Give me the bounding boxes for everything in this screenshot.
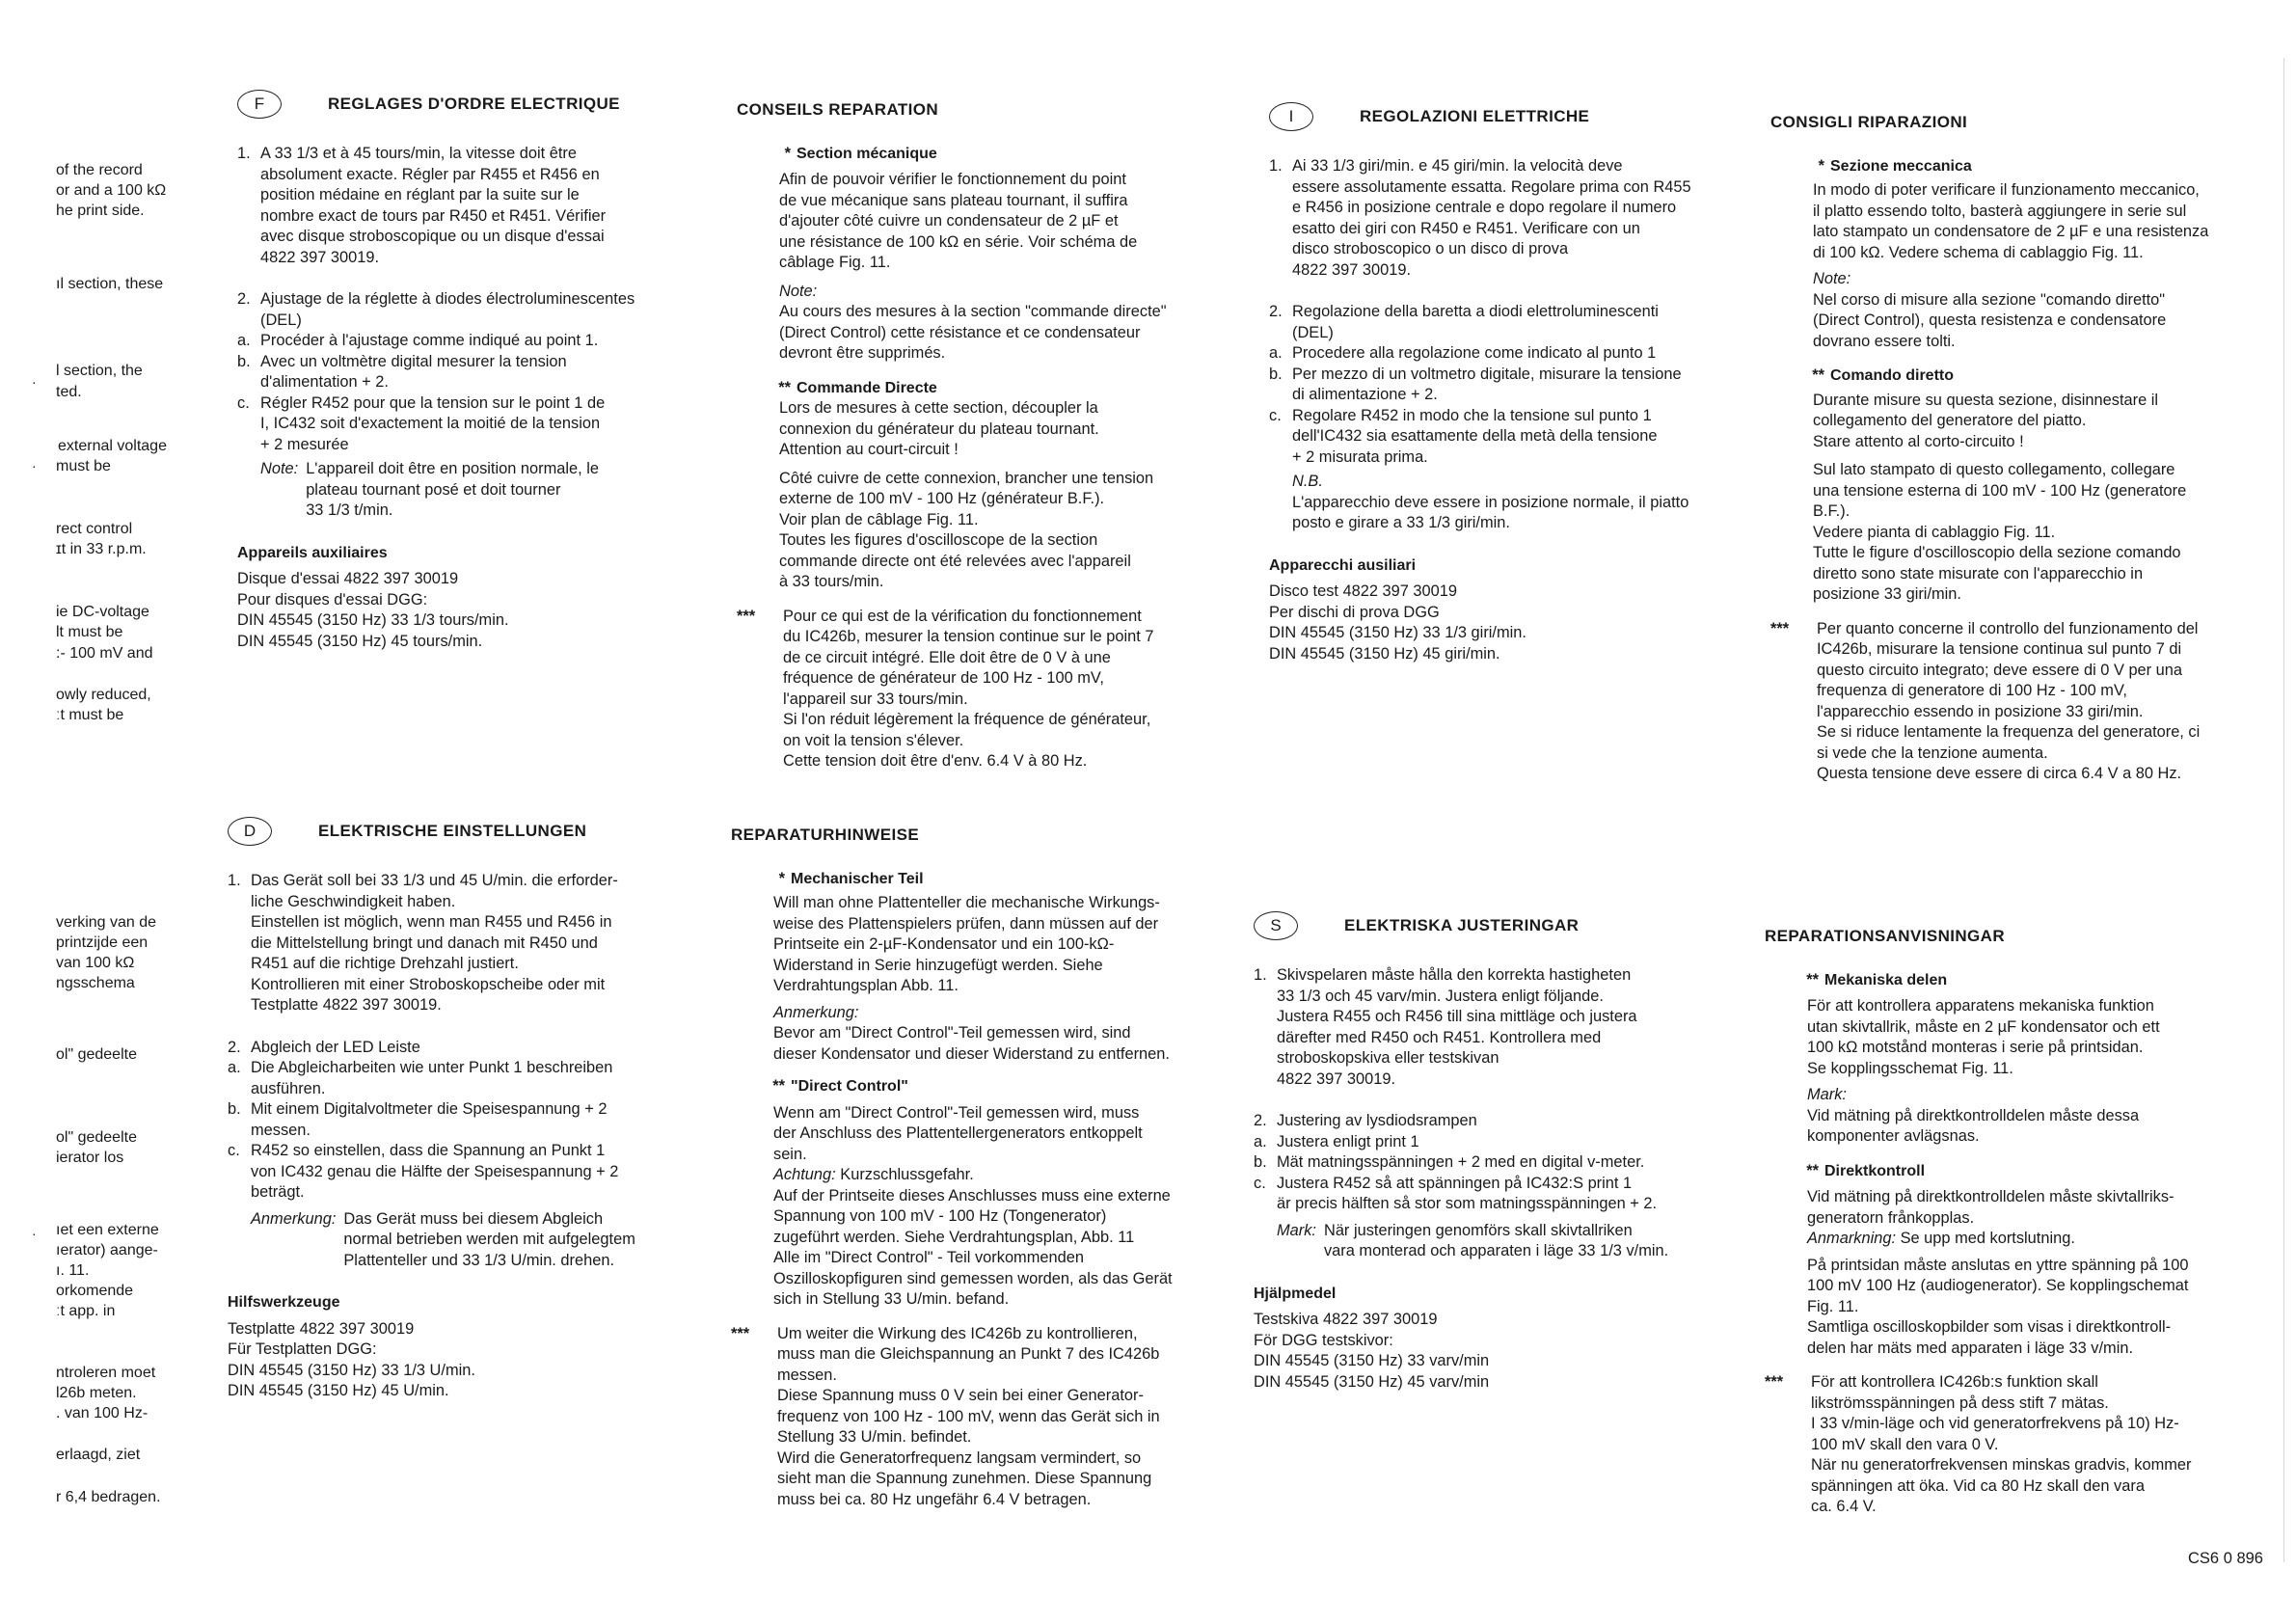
subsection-header: ** "Direct Control" xyxy=(772,1077,908,1095)
fragment-line: van 100 kΩ xyxy=(56,955,135,971)
page-edge-line xyxy=(2283,58,2284,1562)
list-item: b. Per mezzo di un voltmetro digitale, misurare la tensione di alimentazione + 2. xyxy=(1269,365,1682,403)
list-item: a. Die Abgleicharbeiten wie unter Punkt 1 beschreiben ausführen. xyxy=(228,1059,613,1097)
aux-title: Hjälpmedel xyxy=(1254,1285,1337,1302)
fragment-line: he print side. xyxy=(56,203,145,219)
subsection: *** Pour ce qui est de la vérification du fonctionnement du IC426b, mesurer la tension continue sur le point 7 de ce circuit intégré. Elle doit être de 0 V à une fréquence de générateur de 100 Hz - 100 mV, l'appareil sur 33 tours/min. Si l'on réduit légèrement la fréquence de générateur, on voit la tension s'élever. Cette tension doit être d'env. 6.4 V à 80 Hz. xyxy=(737,607,1154,770)
margin-dot: · xyxy=(32,1226,37,1241)
section-title: REPARATIONSANVISNINGAR xyxy=(1765,927,2006,945)
aux-title: Hilfswerkzeuge xyxy=(228,1294,340,1311)
fragment-line: ːt must be xyxy=(56,707,124,723)
fragment-line: ierator los xyxy=(56,1150,124,1166)
fragment-line: printzijde een xyxy=(56,934,149,951)
section-italian-electrical: I REGOLAZIONI ELETTRICHE 1. Ai 33 1/3 giri/min. e 45 giri/min. la velocità deve essere assolutamente essatta. Regolare prima con R455 e R456 in posizione centrale e dopo regolare il numero esatto dei giri con R450 e R451. Verificare con un disco stroboscopico o un disco di prova 4822 397 30019. 2. Regolazione della baretta a diodi elettroluminescenti (DEL) a. Procedere alla regolazione come indicato al punto 1 b. Per mezzo di un voltmetro digitale, misurare la tensione di alimentazione + 2. c. Regolare R452 in modo che la tensione sul punto 1 dell'IC432 sia esattamente della metà della tensione + 2 misurata prima. N.B. L'apparecchio deve essere in posizione normale, il piatto posto e girare a 33 1/3 giri/min. Apparecchi ausiliari Disco test 4822 397 30019 Per dischi di prova DGG DIN 45545 (3150 Hz) 33 1/3 giri/min. DIN 45545 (3150 Hz) 45 giri/min. xyxy=(1269,102,1713,664)
section-french-repair: CONSEILS REPARATION * Section mécanique Afin de pouvoir vérifier le fonctionnement du point de vue mécanique sans plateau tournant, il suffira d'ajouter côté cuivre un condensateur de 2 µF et une résistance de 100 kΩ en série. Voir schéma de câblage Fig. 11. Note: Au cours des mesures à la section "commande directe" (Direct Control) cette résistance et ce condensateur devront être supprimés. ** Commande Directe Lors de mesures à cette section, découpler la connexion du générateur du plateau tournant. Attention au court-circuit ! Côté cuivre de cette connexion, brancher une tension externe de 100 mV - 100 Hz (générateur B.F.). Voir plan de câblage Fig. 11. Toutes les figures d'oscilloscope de la section commande directe ont été relevées avec l'appareil à 33 tours/min. *** Pour ce qui est de la vérification du fonctionnement du IC426b, mesurer la tension continue sur le point 7 de ce circuit intégré. Elle doit être de 0 V à une fréquence de générateur de 100 Hz - 100 mV, l'appareil sur 33 tours/min. Si l'on réduit légèrement la fréquence de générateur, on voit la tension s'élever. Cette tension doit être d'env. 6.4 V à 80 Hz. xyxy=(737,99,1190,772)
section-header xyxy=(1269,102,1713,131)
language-badge: D xyxy=(228,817,272,846)
fragment-line: ıerator) aange- xyxy=(56,1242,158,1259)
note: Note: L'appareil doit être en position normale, le plateau tournant posé et doit tourner 33 1/3 t/min. xyxy=(260,460,599,519)
list-item: 2. Ajustage de la réglette à diodes électroluminescentes (DEL) xyxy=(237,290,635,329)
subsection: *** För att kontrollera IC426b:s funktion skall likströmsspänningen på dess stift 7 mätas. I 33 v/min-läge och vid generatorfrekvens på 10) Hz- 100 mV skall den vara 0 V. När nu generatorfrekvensen minskas gradvis, kommer spänningen att öka. Vid ca 80 Hz skall den vara ca. 6.4 V. xyxy=(1765,1373,2192,1515)
list-item: 2. Justering av lysdiodsrampen xyxy=(1254,1112,1477,1129)
fragment-line: :- 100 mV and xyxy=(56,645,153,662)
section-header xyxy=(228,817,662,846)
fragment-line: ːt app. in xyxy=(56,1303,116,1319)
fragment-line: owly reduced, xyxy=(56,687,151,703)
fragment-line: ɪt in 33 r.p.m. xyxy=(56,541,147,557)
fragment-line: verking van de xyxy=(56,914,157,931)
section-italian-repair: CONSIGLI RIPARAZIONI * Sezione meccanica In modo di poter verificare il funzionamento meccanico, il platto essendo tolto, basterà aggiungere in serie sul lato stampato un condensatore de 2 µF e una resistenza di 100 kΩ. Vedere schema di cablaggio Fig. 11. Note: Nel corso di misure alla sezione "comando diretto" (Direct Control), questa resistenza e condensatore dovrano essere tolti. ** Comando diretto Durante misure su questa sezione, disinnestare il collegamento del generatore del piatto. Stare attento al corto-circuito ! Sul lato stampato di questo collegamento, collegare una tensione esterna di 100 mV - 100 Hz (generatore B.F.). Vedere pianta di cablaggio Fig. 11. Tutte le figure d'oscilloscopio della sezione comando diretto sono state misurate con l'apparecchio in posizione 33 giri/min. *** Per quanto concerne il controllo del funzionamento del IC426b, misurare la tensione continua sul punto 7 di questo circuito integrato; deve essere di 0 V per una frequenza di generatore di 100 Hz - 100 mV, l'apparecchio essendo in posizione 33 giri/min. Se si riduce lentamente la frequenza del generatore, ci si vede che la tenzione aumenta. Questa tensione deve essere di circa 6.4 V a 80 Hz. xyxy=(1770,112,2253,785)
subsection-header: ** Commande Directe xyxy=(778,378,937,396)
list-item: 1. Das Gerät soll bei 33 1/3 und 45 U/min. die erforder- liche Geschwindigkeit haben. Einstellen ist möglich, wenn man R455 und R456 in die Mittelstellung bringt und danach mit R450 und R451 auf die richtige Drehzahl justiert. Kontrollieren mit einer Stroboskopscheibe oder mit Testplatte 4822 397 30019. xyxy=(228,872,618,1014)
section-header xyxy=(1254,911,1716,940)
list-item: c. Regolare R452 in modo che la tensione sul punto 1 dell'IC432 sia esattamente della metà della tensione + 2 misurata prima. xyxy=(1269,406,1658,466)
section-german-repair: REPARATURHINWEISE * Mechanischer Teil Will man ohne Plattenteller die mechanische Wirkungs- weise des Plattenspielers prüfen, dann müssen auf der Printseite ein 2-µF-Kondensator und ein 100-kΩ- Widerstand in Serie hinzugefügt werden. Siehe Verdrahtungsplan Abb. 11. Anmerkung: Bevor am "Direct Control"-Teil gemessen wird, sind dieser Kondensator und dieser Widerstand zu entfernen. ** "Direct Control" Wenn am "Direct Control"-Teil gemessen wird, muss der Anschluss des Plattentellergenerators entkoppelt sein. Achtung: Kurzschlussgefahr. Auf der Printseite dieses Anschlusses muss eine externe Spannung von 100 mV - 100 Hz (Tongenerator) zugeführt werden. Siehe Verdrahtungsplan, Abb. 11 Alle im "Direct Control" - Teil vorkommenden Oszilloskopfiguren sind gemessen worden, als das Gerät sich in Stellung 33 U/min. befand. *** Um weiter die Wirkung des IC426b zu kontrollieren, muss man die Gleichspannung an Punkt 7 des IC426b messen. Diese Spannung muss 0 V sein bei einer Generator- frequenz von 100 Hz - 100 mV, wenn das Gerät sich in Stellung 33 U/min. befindet. Wird die Generatorfrequenz langsam vermindert, so sieht man die Spannung zunehmen. Diese Spannung muss bei ca. 80 Hz ungefähr 6.4 V betragen. xyxy=(731,825,1194,1510)
language-badge: I xyxy=(1269,102,1313,131)
fragment-line: ted. xyxy=(56,384,82,400)
fragment-line: r 6,4 bedragen. xyxy=(56,1489,161,1505)
fragment-line: . van 100 Hz- xyxy=(56,1405,149,1421)
fragment-line: ntroleren moet xyxy=(56,1365,156,1381)
fragment-line: of the record xyxy=(56,162,143,178)
fragment-line: rect control xyxy=(56,521,133,537)
fragment-line: ıet een externe xyxy=(56,1222,159,1238)
subsection-header: ** Mekaniska delen xyxy=(1806,970,1948,988)
section-title: CONSEILS REPARATION xyxy=(737,100,939,119)
section-title: ELEKTRISKA JUSTERINGAR xyxy=(1344,916,1580,935)
margin-dot: · xyxy=(32,458,37,474)
aux-title: Apparecchi ausiliari xyxy=(1269,556,1417,574)
language-badge: F xyxy=(237,90,282,119)
document-code: CS6 0 896 xyxy=(2188,1550,2263,1567)
fragment-line: erlaagd, ziet xyxy=(56,1447,141,1463)
subsection: *** Um weiter die Wirkung des IC426b zu kontrollieren, muss man die Gleichspannung an Punkt 7 des IC426b messen. Diese Spannung muss 0 V sein bei einer Generator- frequenz von 100 Hz - 100 mV, wenn das Gerät sich in Stellung 33 U/min. befindet. Wird die Generatorfrequenz langsam vermindert, so sieht man die Spannung zunehmen. Diese Spannung muss bei ca. 80 Hz ungefähr 6.4 V betragen. xyxy=(731,1324,1160,1508)
aux-title: Appareils auxiliaires xyxy=(237,544,388,561)
fragment-line: ı. 11. xyxy=(56,1262,90,1279)
subsection-header: * Sezione meccanica xyxy=(1818,156,1972,175)
list-item: b. Mät matningsspänningen + 2 med en digital v-meter. xyxy=(1254,1153,1645,1171)
section-title: REGOLAZIONI ELETTRICHE xyxy=(1360,107,1590,126)
section-title: REGLAGES D'ORDRE ELECTRIQUE xyxy=(328,95,620,114)
section-title: CONSIGLI RIPARAZIONI xyxy=(1770,113,1968,131)
section-swedish-electrical: S ELEKTRISKA JUSTERINGAR 1. Skivspelaren måste hålla den korrekta hastigheten 33 1/3 och 45 varv/min. Justera enligt följande. Justera R455 och R456 till sina mittläge och justera därefter med R450 och R451. Kontrollera med stroboskopskiva eller testskivan 4822 397 30019. 2. Justering av lysdiodsrampen a. Justera enligt print 1 b. Mät matningsspänningen + 2 med en digital v-meter. c. Justera R452 så att spänningen på IC432:S print 1 är precis hälften så stor som matningsspänningen + 2. Mark: När justeringen genomförs skall skivtallriken vara monterad och apparaten i läge 33 1/3 v/min. Hjälpmedel Testskiva 4822 397 30019 För DGG testskivor: DIN 45545 (3150 Hz) 33 varv/min DIN 45545 (3150 Hz) 45 varv/min xyxy=(1254,911,1716,1393)
fragment-line: l section, the xyxy=(56,363,143,379)
list-item: b. Avec un voltmètre digital mesurer la tension d'alimentation + 2. xyxy=(237,352,567,391)
list-item: 2. Abgleich der LED Leiste xyxy=(228,1038,420,1056)
subsection-header: * Mechanischer Teil xyxy=(778,869,924,887)
section-title: REPARATURHINWEISE xyxy=(731,826,920,844)
fragment-line: lt must be xyxy=(56,624,123,640)
note: Anmerkung: Das Gerät muss bei diesem Abgleich normal betrieben werden mit aufgelegtem Plattenteller und 33 1/3 U/min. drehen. xyxy=(251,1209,635,1269)
list-item: a. Justera enligt print 1 xyxy=(1254,1132,1419,1150)
list-item: c. R452 so einstellen, dass die Spannung an Punkt 1 von IC432 genau die Hälfte der Speisespannung + 2 beträgt. xyxy=(228,1142,619,1201)
fragment-line: external voltage xyxy=(58,438,167,454)
fragment-line: ıl section, these xyxy=(56,276,164,292)
fragment-line: orkomende xyxy=(56,1283,134,1299)
list-item: c. Régler R452 pour que la tension sur le point 1 de I, IC432 soit d'exactement la moitié de la tension + 2 mesurée xyxy=(237,393,606,453)
list-item: c. Justera R452 så att spänningen på IC432:S print 1 är precis hälften så stor som matningsspänningen + 2. xyxy=(1254,1174,1658,1212)
fragment-line: must be xyxy=(56,458,111,474)
fragment-line: ol" gedeelte xyxy=(56,1046,137,1063)
fragment-line: ngsschema xyxy=(56,975,135,991)
section-swedish-repair: REPARATIONSANVISNINGAR ** Mekaniska delen För att kontrollera apparatens mekaniska funktion utan skivtallrik, måste en 2 µF kondensator och ett 100 kΩ motstånd monteras i serie på printsidan. Se kopplingsschemat Fig. 11. Mark: Vid mätning på direktkontrolldelen måste dessa komponenter avlägsnas. ** Direktkontroll Vid mätning på direktkontrolldelen måste skivtallriks- generatorn frånkopplas. Anmarkning: Se upp med kortslutning. På printsidan måste anslutas en yttre spänning på 100 100 mV 100 Hz (audiogenerator). Se kopplingschemat Fig. 11. Samtliga oscilloskopbilder som visas i direktkontroll- delen har mäts med apparaten i läge 33 v/min. *** För att kontrollera IC426b:s funktion skall likströmsspänningen på dess stift 7 mätas. I 33 v/min-läge och vid generatorfrekvens på 10) Hz- 100 mV skall den vara 0 V. När nu generatorfrekvensen minskas gradvis, kommer spänningen att öka. Vid ca 80 Hz skall den vara ca. 6.4 V. xyxy=(1765,926,2247,1518)
section-german-electrical: D ELEKTRISCHE EINSTELLUNGEN 1. Das Gerät soll bei 33 1/3 und 45 U/min. die erforder- liche Geschwindigkeit haben. Einstellen ist möglich, wenn man R455 und R456 in die Mittelstellung bringt und danach mit R450 und R451 auf die richtige Drehzahl justiert. Kontrollieren mit einer Stroboskopscheibe oder mit Testplatte 4822 397 30019. 2. Abgleich der LED Leiste a. Die Abgleicharbeiten wie unter Punkt 1 beschreiben ausführen. b. Mit einem Digitalvoltmeter die Speisespannung + 2 messen. c. R452 so einstellen, dass die Spannung an Punkt 1 von IC432 genau die Hälfte der Speisespannung + 2 beträgt. Anmerkung: Das Gerät muss bei diesem Abgleich normal betrieben werden mit aufgelegtem Plattenteller und 33 1/3 U/min. drehen. Hilfswerkzeuge Testplatte 4822 397 30019 Für Testplatten DGG: DIN 45545 (3150 Hz) 33 1/3 U/min. DIN 45545 (3150 Hz) 45 U/min. xyxy=(228,817,662,1402)
subsection-header: * Section mécanique xyxy=(784,144,937,162)
note: Mark: När justeringen genomförs skall skivtallriken vara monterad och apparaten i läge 33 1/3 v/min. xyxy=(1277,1221,1669,1259)
fragment-line: l26b meten. xyxy=(56,1385,137,1401)
list-item: 1. A 33 1/3 et à 45 tours/min, la vitesse doit être absolument exacte. Régler par R455 et R456 en position médaine en réglant par la suite sur le nombre exact de tours par R450 et R451. Vérifier avec disque stroboscopique ou un disque d'essai 4822 397 30019. xyxy=(237,145,607,266)
list-item: 2. Regolazione della baretta a diodi elettroluminescenti (DEL) xyxy=(1269,303,1659,341)
list-item: 1. Skivspelaren måste hålla den korrekta hastigheten 33 1/3 och 45 varv/min. Justera enligt följande. Justera R455 och R456 till sina mittläge och justera därefter med R450 och R451. Kontrollera med stroboskopskiva eller testskivan 4822 397 30019. xyxy=(1254,966,1637,1088)
list-item: b. Mit einem Digitalvoltmeter die Speisespannung + 2 messen. xyxy=(228,1100,608,1139)
note: N.B. L'apparecchio deve essere in posizione normale, il piatto posto e girare a 33 1/3 giri/min. xyxy=(1292,473,1689,531)
list-item: a. Procedere alla regolazione come indicato al punto 1 xyxy=(1269,344,1657,362)
section-french-electrical: F REGLAGES D'ORDRE ELECTRIQUE 1. A 33 1/3 et à 45 tours/min, la vitesse doit être absolument exacte. Régler par R455 et R456 en position médaine en réglant par la suite sur le nombre exact de tours par R450 et R451. Vérifier avec disque stroboscopique ou un disque d'essai 4822 397 30019. 2. Ajustage de la réglette à diodes électroluminescentes (DEL) a. Procéder à l'ajustage comme indiqué au point 1. b. Avec un voltmètre digital mesurer la tension d'alimentation + 2. c. Régler R452 pour que la tension sur le point 1 de I, IC432 soit d'exactement la moitié de la tension + 2 mesurée Note: L'appareil doit être en position normale, le plateau tournant posé et doit tourner 33 1/3 t/min. Appareils auxiliaires Disque d'essai 4822 397 30019 Pour disques d'essai DGG: DIN 45545 (3150 Hz) 33 1/3 tours/min. DIN 45545 (3150 Hz) 45 tours/min. xyxy=(237,90,662,652)
section-title: ELEKTRISCHE EINSTELLUNGEN xyxy=(318,822,587,841)
fragment-line: ie DC-voltage xyxy=(56,604,149,620)
fragment-line: ol" gedeelte xyxy=(56,1129,137,1146)
list-item: a. Procéder à l'ajustage comme indiqué au point 1. xyxy=(237,332,599,349)
margin-dot: · xyxy=(32,374,37,390)
section-header xyxy=(237,90,662,119)
subsection-header: ** Direktkontroll xyxy=(1806,1161,1926,1179)
fragment-line: or and a 100 kΩ xyxy=(56,182,167,199)
language-badge: S xyxy=(1254,911,1298,940)
subsection: *** Per quanto concerne il controllo del funzionamento del IC426b, misurare la tensione continua sul punto 7 di questo circuito integrato; deve essere di 0 V per una frequenza di generatore di 100 Hz - 100 mV, l'apparecchio essendo in posizione 33 giri/min. Se si riduce lentamente la frequenza del generatore, ci si vede che la tenzione aumenta. Questa tensione deve essere di circa 6.4 V a 80 Hz. xyxy=(1770,619,2201,782)
subsection-header: ** Comando diretto xyxy=(1812,366,1954,384)
list-item: 1. Ai 33 1/3 giri/min. e 45 giri/min. la velocità deve essere assolutamente essatta. Regolare prima con R455 e R456 in posizione centrale e dopo regolare il numero esatto dei giri con R450 e R451. Verificare con un disco stroboscopico o un disco di prova 4822 397 30019. xyxy=(1269,157,1691,279)
